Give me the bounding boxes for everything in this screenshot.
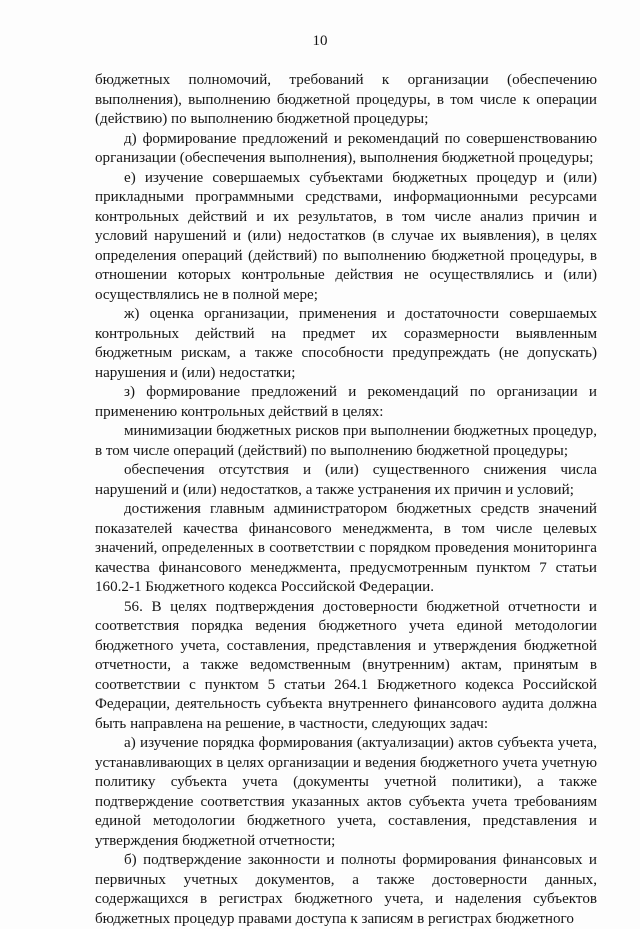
paragraph-item-zh: ж) оценка организации, применения и достаточности совершаемых контрольных действий на предмет их соразмерности выявленным бюджетным рискам, а также способности предупреждать (не допускать) нарушения и (или) недостатки;	[95, 306, 597, 381]
document-body	[95, 71, 597, 929]
paragraph-goal-minimization: минимизации бюджетных рисков при выполнении бюджетных процедур, в том числе операций (действий) по выполнению бюджетной процедуры;	[95, 423, 597, 459]
paragraph-item-e: е) изучение совершаемых субъектами бюджетных процедур и (или) прикладными программными средствами, информационными ресурсами контрольных действий и их результатов, в том числе анализ причин и условий нарушений и (или) недостатков (в случае их выявления), в целях определения операций (действий) по выполнению бюджетной процедуры, в отношении которых контрольные действия не осуществлялись и (или) осуществлялись не в полной мере;	[95, 169, 597, 303]
page-number: 10	[312, 33, 328, 49]
paragraph-item-d: д) формирование предложений и рекомендаций по совершенствованию организации (обеспечения выполнения), выполнения бюджетной процедуры;	[95, 130, 597, 166]
paragraph-item-z: з) формирование предложений и рекомендаций по организации и применению контрольных действий в целях:	[95, 384, 597, 420]
paragraph-continuation: бюджетных полномочий, требований к организации (обеспечению выполнения), выполнению бюджетной процедуры, в том числе к операции (действию) по выполнению бюджетной процедуры;	[95, 72, 597, 127]
paragraph-goal-achievement: достижения главным администратором бюджетных средств значений показателей качества финансового менеджмента, в том числе целевых значений, определенных в соответствии с порядком проведения мониторинга качества финансового менеджмента, предусмотренным пунктом 7 статьи 160.2-1 Бюджетного кодекса Российской Федерации.	[95, 501, 597, 595]
paragraph-item-a: а) изучение порядка формирования (актуализации) актов субъекта учета, устанавливающих в целях организации и ведения бюджетного учета учетную политику субъекта учета (документы учетной политики), а также подтверждение соответствия указанных актов субъекта учета требованиям единой методологии бюджетного учета, составления, представления и утверждения бюджетной отчетности;	[95, 735, 597, 849]
paragraph-section-56: 56. В целях подтверждения достоверности бюджетной отчетности и соответствия порядка ведения бюджетного учета единой методологии бюджетного учета, составления, представления и утверждения бюджетной отчетности, а также ведомственным (внутренним) актам, принятым в соответствии с пунктом 5 статьи 264.1 Бюджетного кодекса Российской Федерации, деятельность субъекта внутреннего финансового аудита должна быть направлена на решение, в частности, следующих задач:	[95, 598, 597, 732]
paragraph-item-b: б) подтверждение законности и полноты формирования финансовых и первичных учетных документов, а также достоверности данных, содержащихся в регистрах бюджетного учета, и наделения субъектов бюджетных процедур правами доступа к записям в регистрах бюджетного	[95, 852, 597, 927]
paragraph-goal-absence: обеспечения отсутствия и (или) существенного снижения числа нарушений и (или) недостатков, а также устранения их причин и условий;	[95, 462, 597, 498]
